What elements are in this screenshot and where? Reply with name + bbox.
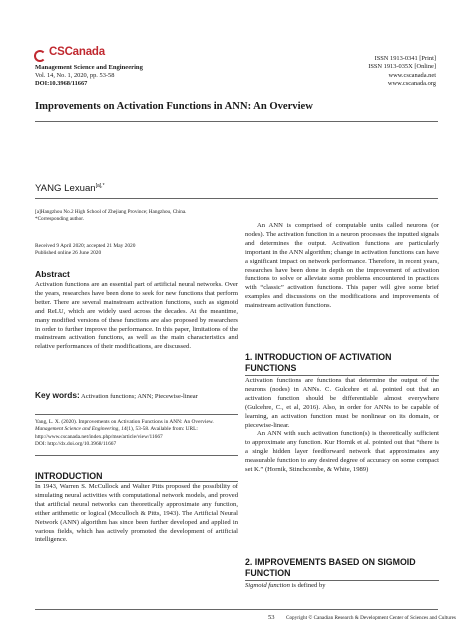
- affiliation: [a]Hangzhou No.2 High School of Zhejiang Province; Hangzhou, China.: [35, 209, 187, 215]
- section2-text-rest: is defined by: [289, 582, 326, 589]
- citation-bottom-divider: [35, 455, 238, 456]
- issn-online: ISSN 1913-035X [Online]: [368, 63, 436, 71]
- journal-volume: Vol. 14, No. 1, 2020, pp. 53-58: [35, 72, 115, 79]
- citation-doi[interactable]: DOI: http://dx.doi.org/10.3968/11667: [35, 440, 117, 447]
- journal-name: Management Science and Engineering: [35, 64, 143, 71]
- author-affiliation-marker: [a],*: [95, 183, 105, 189]
- section1-heading: 1. INTRODUCTION OF ACTIVATION FUNCTIONS: [245, 352, 392, 373]
- citation-url[interactable]: (1), 53-58. Available from: URL: http://www.cscanada.net/index.php/mse/article/view/11667: [35, 426, 198, 440]
- section2-heading: 2. IMPROVEMENTS BASED ON SIGMOID FUNCTION: [245, 557, 416, 578]
- author-line: [35, 183, 105, 194]
- citation-journal: Management Science and Engineering, 14: [35, 426, 127, 433]
- affiliation-block: [35, 209, 235, 223]
- journal-logo-text: CSCanada: [49, 46, 105, 58]
- abstract-heading: Abstract: [35, 269, 70, 279]
- journal-doi: DOI:10.3968/11667: [35, 80, 88, 87]
- section1-paragraph-2: An ANN with such activation function(s) is theoretically sufficient to approximate any function. Kur Hornik et al. pointed out that “there is a single hidden layer feedforward network that approximates any measurable function to any desired degree of accuracy on some compact set K.” (Hornik, Stinchcombe, & White, 1989): [245, 430, 439, 474]
- citation-authors: Yang, L. X. (2020). Improvements on Activation Functions in ANN: An Overview.: [35, 419, 214, 425]
- corresponding-author: *Corresponding author.: [35, 216, 84, 222]
- journal-logo-icon: [34, 50, 46, 62]
- dates-block: [35, 243, 235, 258]
- page-number: 53: [268, 614, 275, 621]
- issn-print: ISSN 1913-0341 [Print]: [374, 55, 436, 62]
- author-name: YANG Lexuan: [35, 183, 96, 195]
- section1-paragraph-1: Activation functions are functions that determine the output of the neurons (nodes) in ANNs. C. Gulcehre et al. pointed out that an activation function should be differentiable almost everywhere (Gulcehre, C., et al, 2016). Also, in order for ANNs to be capable of learning, an activation function must be nonlinear on its domain, or piecewise-linear.: [245, 377, 439, 429]
- keywords-label: Key words:: [35, 390, 80, 400]
- sigmoid-term: Sigmoid function: [245, 582, 290, 589]
- website-link-net[interactable]: www.cscanada.net: [388, 71, 436, 79]
- keywords: Activation functions; ANN; Piecewise-linear: [81, 393, 198, 400]
- author-divider: [35, 198, 438, 199]
- title-divider: [35, 121, 438, 122]
- introduction-heading: INTRODUCTION: [35, 471, 103, 481]
- introduction-text: In 1943, Warren S. McCullock and Walter Pitts proposed the possibility of simulating neural activities with computational network models, and proved that artificial neural networks can theoretically approximate any function, either arithmetic or logical (Mcculloch & Pitts, 1943). The Artificial Neural Network (ANN) algorithm has since been further developed and applied in various fields, which has actively promoted the development of artificial intelligence.: [35, 483, 238, 544]
- copyright-notice: Copyright © Canadian Research & Development Center of Sciences and Cultures: [286, 615, 456, 621]
- section1-body: [245, 377, 439, 475]
- section2-body: [245, 582, 439, 591]
- website-link-org[interactable]: www.cscanada.org: [387, 79, 436, 87]
- citation-block: [35, 419, 238, 448]
- issn-block: [368, 55, 436, 88]
- received-date: Received 9 April 2020; accepted 21 May 2020: [35, 243, 136, 249]
- keywords-line: [35, 391, 238, 402]
- footer-divider: [35, 609, 438, 610]
- section2-heading-rule: [245, 580, 439, 581]
- published-date: Published online 26 June 2020: [35, 250, 102, 257]
- intro-paragraph-right: An ANN is comprised of computable units called neurons (or nodes). The activation function in a neuron processes the inputted signals and determines the output. Activation functions are particularly important in the ANN algorithm; change in activation functions can have a significant impact on network performance. Therefore, in recent years, researches have been done in depth on the improvement of activation functions to solve or alleviate some problems encountered in practices with “classic” activation functions. This paper will give some brief examples and discussions on the modifications and improvements of mainstream activation functions.: [245, 222, 439, 310]
- section1-heading-rule: [245, 375, 439, 376]
- article-title: Improvements on Activation Functions in ANN: An Overview: [35, 101, 313, 112]
- abstract-text: Activation functions are an essential part of artificial neural networks. Over the years, researches have been done to seek for new functions that perform better. There are several mainstream activation functions, such as sigmoid and ReLU, which are widely used across the decades. At the meantime, many modified versions of these functions are also proposed by researchers in order to further improve the performance. In this paper, limitations of the mainstream activation functions, as well as the main characteristics and relative performances of their modifications, are discussed.: [35, 281, 238, 351]
- citation-top-divider: [35, 414, 238, 415]
- introduction-heading-rule: [35, 481, 238, 482]
